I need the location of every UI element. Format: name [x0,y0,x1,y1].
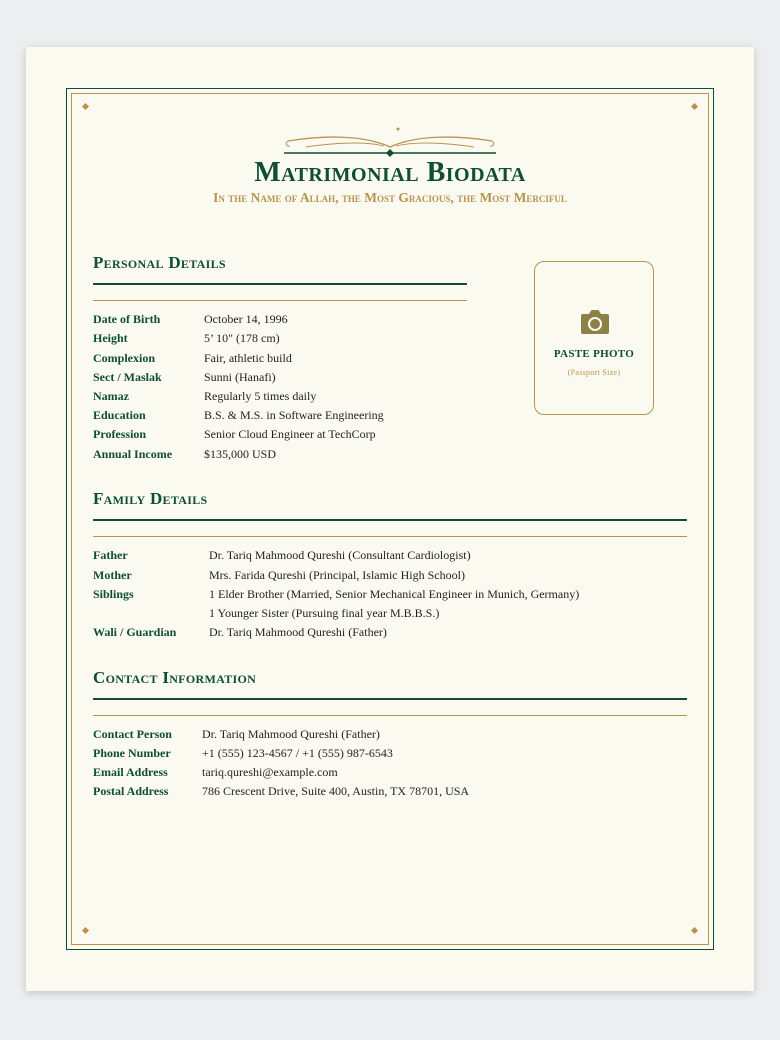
field-value: 5’ 10" (178 cm) [204,331,280,345]
field-value: 1 Elder Brother (Married, Senior Mechanical Engineer in Munich, Germany) [209,587,580,601]
field-value: Senior Cloud Engineer at TechCorp [204,427,376,441]
personal-divider-green [93,283,467,285]
field-label: Father [93,548,128,562]
field-label: Contact Person [93,727,172,741]
field-label: Date of Birth [93,312,161,326]
field-label: Email Address [93,765,168,779]
photo-placeholder[interactable] [534,261,654,415]
field-label: Education [93,408,146,422]
field-label: Postal Address [93,784,169,798]
field-label: Namaz [93,389,129,403]
personal-divider-gold [93,300,467,301]
field-value: Dr. Tariq Mahmood Qureshi (Consultant Cardiologist) [209,548,471,562]
field-value[interactable]: +1 (555) 123-4567 / +1 (555) 987-6543 [202,746,393,760]
contact-info-heading: Contact Information [93,668,257,687]
photo-label: PASTE PHOTO [553,348,635,360]
field-label: Mother [93,568,132,582]
field-label: Height [93,331,128,345]
biodata-page [26,47,754,991]
contact-divider-green [93,698,687,700]
field-label: Phone Number [93,746,171,760]
field-value[interactable]: tariq.qureshi@example.com [202,765,338,779]
field-value: Sunni (Hanafi) [204,370,276,384]
field-value: 786 Crescent Drive, Suite 400, Austin, TX 78701, USA [202,784,470,798]
family-divider-gold [93,536,687,537]
field-label: Wali / Guardian [93,625,177,639]
field-label: Annual Income [93,447,173,461]
personal-details-heading: Personal Details [93,253,226,272]
page-title: Matrimonial Biodata [254,157,526,188]
camera-icon [580,309,610,335]
field-label: Complexion [93,351,156,365]
field-value: 1 Younger Sister (Pursuing final year M.B.B.S.) [209,606,440,620]
field-value: Fair, athletic build [204,351,292,365]
field-value: $135,000 USD [204,447,277,461]
crescent-star-ornament-icon [284,121,496,157]
field-value: October 14, 1996 [204,312,288,326]
field-value: Dr. Tariq Mahmood Qureshi (Father) [202,727,380,741]
field-label: Sect / Maslak [93,370,162,384]
field-label: Siblings [93,587,134,601]
photo-sublabel: (Passport Size) [567,368,621,377]
field-label: Profession [93,427,147,441]
field-value: Mrs. Farida Qureshi (Principal, Islamic High School) [209,568,465,582]
field-value: Regularly 5 times daily [204,389,317,403]
family-divider-green [93,519,687,521]
page-subtitle: In the Name of Allah, the Most Gracious, the Most Merciful [213,190,567,205]
field-value: Dr. Tariq Mahmood Qureshi (Father) [209,625,387,639]
family-details-heading: Family Details [93,489,208,508]
field-value: B.S. & M.S. in Software Engineering [204,408,384,422]
contact-divider-gold [93,715,687,716]
